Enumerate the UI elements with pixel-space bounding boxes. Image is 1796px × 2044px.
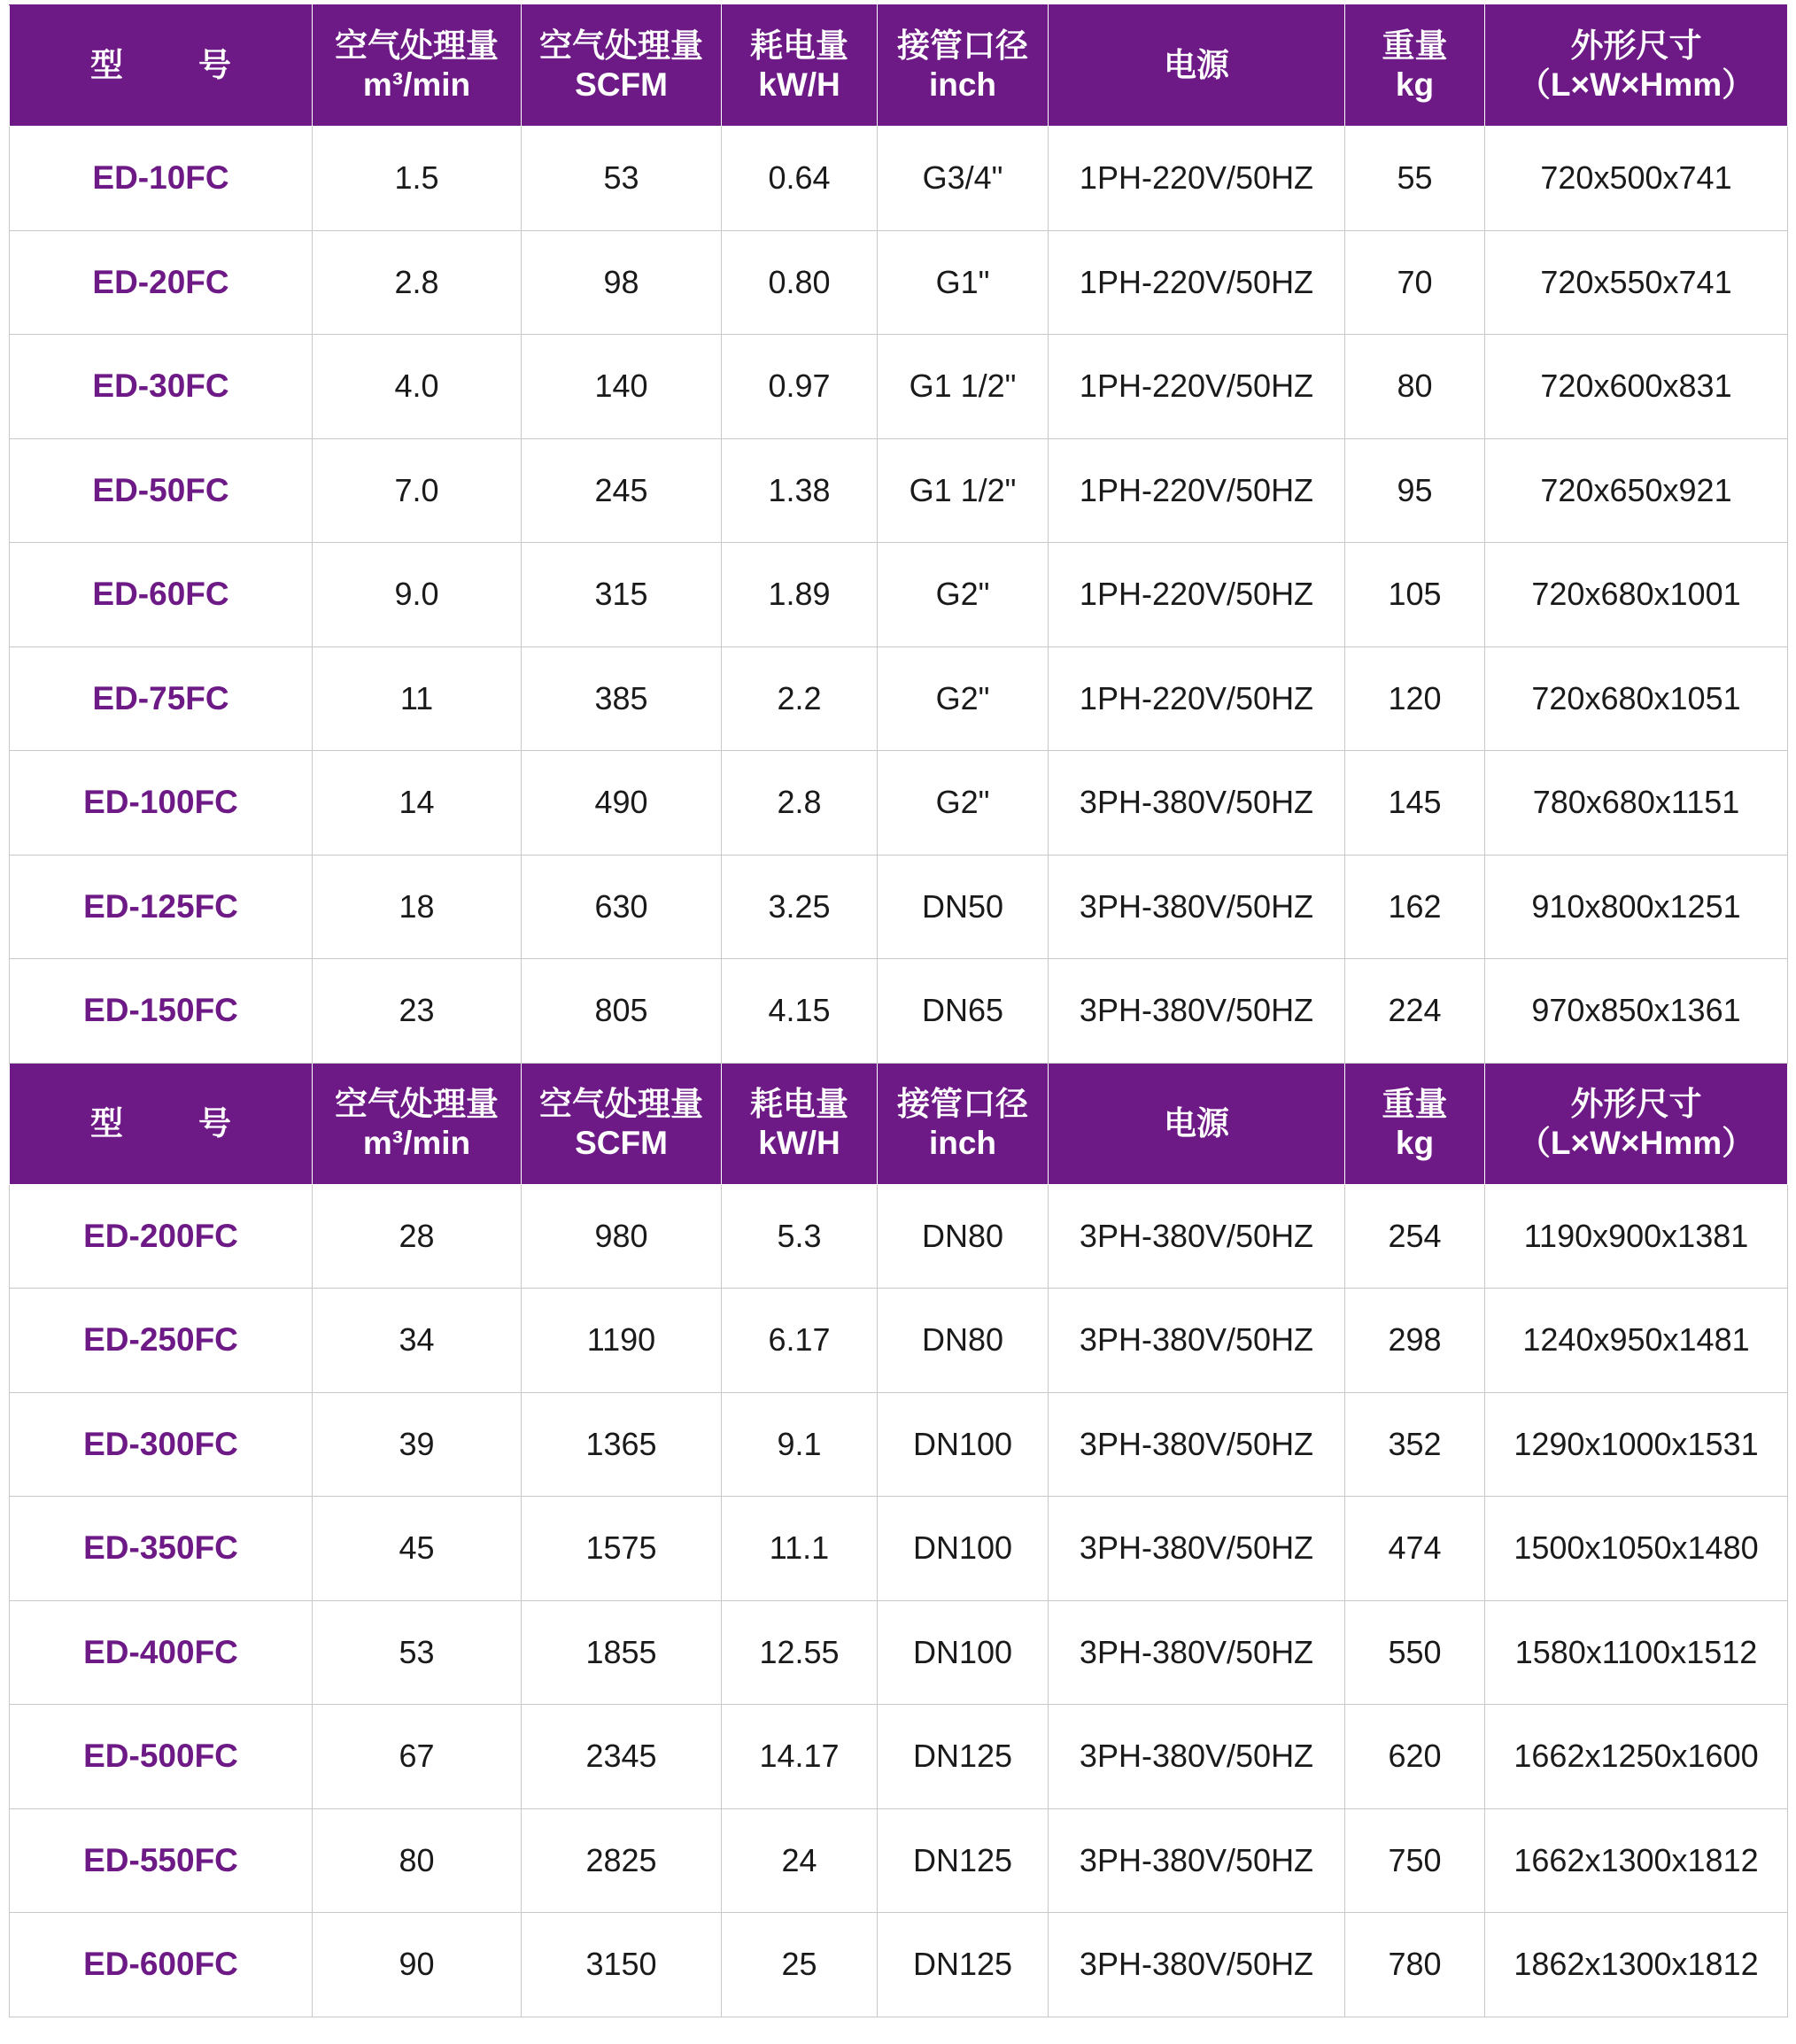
header-weight: 重量 kg — [1345, 1063, 1485, 1184]
cell-dims: 780x680x1151 — [1485, 751, 1788, 856]
cell-dims: 910x800x1251 — [1485, 855, 1788, 959]
cell-supply: 3PH-380V/50HZ — [1049, 751, 1345, 856]
header-model: 型 号 — [10, 1063, 313, 1184]
cell-dims: 1500x1050x1480 — [1485, 1497, 1788, 1601]
cell-flow-scfm: 1855 — [522, 1600, 722, 1705]
table-section-1 — [10, 5, 1788, 1064]
table-row — [10, 1600, 1788, 1705]
cell-flow-m3: 11 — [313, 646, 522, 751]
table-row — [10, 1497, 1788, 1601]
header-supply: 电源 — [1049, 5, 1345, 127]
cell-weight: 224 — [1345, 959, 1485, 1064]
cell-pipe: G2" — [878, 543, 1049, 647]
table-row — [10, 646, 1788, 751]
cell-model: ED-100FC — [10, 751, 313, 856]
cell-dims: 1580x1100x1512 — [1485, 1600, 1788, 1705]
header-pipe: 接管口径 inch — [878, 5, 1049, 127]
table-row — [10, 335, 1788, 439]
cell-model: ED-10FC — [10, 127, 313, 231]
cell-model: ED-50FC — [10, 438, 313, 543]
cell-supply: 3PH-380V/50HZ — [1049, 1705, 1345, 1809]
cell-power: 3.25 — [722, 855, 878, 959]
cell-weight: 550 — [1345, 1600, 1485, 1705]
cell-pipe: G1 1/2" — [878, 438, 1049, 543]
header-flow-scfm: 空气处理量 SCFM — [522, 5, 722, 127]
table-row — [10, 230, 1788, 335]
cell-model: ED-400FC — [10, 1600, 313, 1705]
cell-model: ED-150FC — [10, 959, 313, 1064]
cell-flow-scfm: 490 — [522, 751, 722, 856]
table-row — [10, 127, 1788, 231]
cell-model: ED-125FC — [10, 855, 313, 959]
cell-supply: 3PH-380V/50HZ — [1049, 1913, 1345, 2017]
cell-weight: 80 — [1345, 335, 1485, 439]
cell-pipe: G1" — [878, 230, 1049, 335]
header-model: 型 号 — [10, 5, 313, 127]
cell-supply: 3PH-380V/50HZ — [1049, 1289, 1345, 1393]
cell-flow-scfm: 630 — [522, 855, 722, 959]
table-row — [10, 751, 1788, 856]
cell-model: ED-30FC — [10, 335, 313, 439]
cell-pipe: G1 1/2" — [878, 335, 1049, 439]
cell-dims: 1190x900x1381 — [1485, 1184, 1788, 1289]
cell-weight: 750 — [1345, 1808, 1485, 1913]
cell-flow-m3: 2.8 — [313, 230, 522, 335]
spec-table — [9, 4, 1788, 2017]
cell-flow-m3: 7.0 — [313, 438, 522, 543]
cell-pipe: DN125 — [878, 1808, 1049, 1913]
cell-pipe: DN125 — [878, 1705, 1049, 1809]
cell-flow-m3: 9.0 — [313, 543, 522, 647]
cell-flow-scfm: 1575 — [522, 1497, 722, 1601]
header-weight: 重量 kg — [1345, 5, 1485, 127]
cell-dims: 1240x950x1481 — [1485, 1289, 1788, 1393]
cell-dims: 1662x1300x1812 — [1485, 1808, 1788, 1913]
cell-model: ED-550FC — [10, 1808, 313, 1913]
header-supply: 电源 — [1049, 1063, 1345, 1184]
cell-dims: 1290x1000x1531 — [1485, 1392, 1788, 1497]
cell-supply: 1PH-220V/50HZ — [1049, 646, 1345, 751]
cell-flow-scfm: 385 — [522, 646, 722, 751]
cell-power: 0.80 — [722, 230, 878, 335]
cell-flow-scfm: 98 — [522, 230, 722, 335]
cell-weight: 780 — [1345, 1913, 1485, 2017]
cell-pipe: DN80 — [878, 1184, 1049, 1289]
cell-weight: 620 — [1345, 1705, 1485, 1809]
cell-flow-m3: 1.5 — [313, 127, 522, 231]
table-row — [10, 438, 1788, 543]
cell-weight: 95 — [1345, 438, 1485, 543]
cell-model: ED-600FC — [10, 1913, 313, 2017]
cell-flow-m3: 53 — [313, 1600, 522, 1705]
cell-power: 12.55 — [722, 1600, 878, 1705]
cell-supply: 3PH-380V/50HZ — [1049, 1600, 1345, 1705]
cell-pipe: DN100 — [878, 1600, 1049, 1705]
cell-pipe: DN100 — [878, 1392, 1049, 1497]
header-power: 耗电量 kW/H — [722, 1063, 878, 1184]
cell-pipe: DN50 — [878, 855, 1049, 959]
cell-power: 25 — [722, 1913, 878, 2017]
header-power: 耗电量 kW/H — [722, 5, 878, 127]
cell-flow-scfm: 315 — [522, 543, 722, 647]
cell-dims: 720x500x741 — [1485, 127, 1788, 231]
cell-supply: 1PH-220V/50HZ — [1049, 438, 1345, 543]
cell-flow-scfm: 140 — [522, 335, 722, 439]
cell-weight: 145 — [1345, 751, 1485, 856]
cell-weight: 55 — [1345, 127, 1485, 231]
header-row — [10, 1063, 1788, 1184]
cell-model: ED-500FC — [10, 1705, 313, 1809]
cell-power: 24 — [722, 1808, 878, 1913]
cell-flow-scfm: 1190 — [522, 1289, 722, 1393]
cell-flow-m3: 23 — [313, 959, 522, 1064]
spec-sheet — [9, 4, 1787, 2017]
cell-flow-m3: 39 — [313, 1392, 522, 1497]
table-row — [10, 1392, 1788, 1497]
cell-power: 4.15 — [722, 959, 878, 1064]
cell-flow-m3: 4.0 — [313, 335, 522, 439]
cell-weight: 120 — [1345, 646, 1485, 751]
cell-model: ED-350FC — [10, 1497, 313, 1601]
cell-flow-m3: 18 — [313, 855, 522, 959]
cell-weight: 70 — [1345, 230, 1485, 335]
cell-weight: 352 — [1345, 1392, 1485, 1497]
table-row — [10, 1289, 1788, 1393]
header-flow-m3: 空气处理量 m³/min — [313, 1063, 522, 1184]
cell-flow-scfm: 980 — [522, 1184, 722, 1289]
cell-power: 0.97 — [722, 335, 878, 439]
cell-flow-scfm: 805 — [522, 959, 722, 1064]
header-row — [10, 5, 1788, 127]
cell-power: 6.17 — [722, 1289, 878, 1393]
cell-flow-scfm: 3150 — [522, 1913, 722, 2017]
header-flow-scfm: 空气处理量 SCFM — [522, 1063, 722, 1184]
cell-flow-m3: 80 — [313, 1808, 522, 1913]
header-flow-m3: 空气处理量 m³/min — [313, 5, 522, 127]
cell-pipe: DN65 — [878, 959, 1049, 1064]
table-row — [10, 1705, 1788, 1809]
cell-model: ED-200FC — [10, 1184, 313, 1289]
cell-flow-scfm: 53 — [522, 127, 722, 231]
cell-supply: 3PH-380V/50HZ — [1049, 1392, 1345, 1497]
cell-dims: 720x680x1001 — [1485, 543, 1788, 647]
header-dims: 外形尺寸 （L×W×Hmm） — [1485, 5, 1788, 127]
cell-power: 5.3 — [722, 1184, 878, 1289]
cell-supply: 1PH-220V/50HZ — [1049, 230, 1345, 335]
cell-model: ED-20FC — [10, 230, 313, 335]
cell-flow-scfm: 245 — [522, 438, 722, 543]
cell-power: 2.2 — [722, 646, 878, 751]
cell-weight: 298 — [1345, 1289, 1485, 1393]
cell-flow-scfm: 2825 — [522, 1808, 722, 1913]
cell-power: 11.1 — [722, 1497, 878, 1601]
cell-weight: 105 — [1345, 543, 1485, 647]
cell-flow-scfm: 2345 — [522, 1705, 722, 1809]
cell-pipe: DN100 — [878, 1497, 1049, 1601]
table-row — [10, 855, 1788, 959]
cell-power: 14.17 — [722, 1705, 878, 1809]
table-row — [10, 543, 1788, 647]
cell-supply: 3PH-380V/50HZ — [1049, 1497, 1345, 1601]
cell-dims: 720x600x831 — [1485, 335, 1788, 439]
cell-power: 9.1 — [722, 1392, 878, 1497]
cell-pipe: G2" — [878, 751, 1049, 856]
cell-dims: 1862x1300x1812 — [1485, 1913, 1788, 2017]
header-dims: 外形尺寸 （L×W×Hmm） — [1485, 1063, 1788, 1184]
cell-power: 1.38 — [722, 438, 878, 543]
table-row — [10, 1808, 1788, 1913]
cell-flow-scfm: 1365 — [522, 1392, 722, 1497]
table-row — [10, 1913, 1788, 2017]
cell-dims: 720x650x921 — [1485, 438, 1788, 543]
cell-dims: 720x550x741 — [1485, 230, 1788, 335]
cell-dims: 970x850x1361 — [1485, 959, 1788, 1064]
cell-flow-m3: 45 — [313, 1497, 522, 1601]
cell-power: 2.8 — [722, 751, 878, 856]
cell-weight: 254 — [1345, 1184, 1485, 1289]
cell-power: 1.89 — [722, 543, 878, 647]
cell-supply: 3PH-380V/50HZ — [1049, 1184, 1345, 1289]
cell-dims: 1662x1250x1600 — [1485, 1705, 1788, 1809]
cell-flow-m3: 14 — [313, 751, 522, 856]
cell-pipe: DN80 — [878, 1289, 1049, 1393]
table-section-2 — [10, 1063, 1788, 2017]
cell-dims: 720x680x1051 — [1485, 646, 1788, 751]
cell-flow-m3: 28 — [313, 1184, 522, 1289]
cell-model: ED-250FC — [10, 1289, 313, 1393]
cell-model: ED-300FC — [10, 1392, 313, 1497]
cell-pipe: G2" — [878, 646, 1049, 751]
cell-supply: 1PH-220V/50HZ — [1049, 335, 1345, 439]
cell-supply: 3PH-380V/50HZ — [1049, 855, 1345, 959]
cell-weight: 162 — [1345, 855, 1485, 959]
table-row — [10, 1184, 1788, 1289]
cell-model: ED-75FC — [10, 646, 313, 751]
cell-pipe: DN125 — [878, 1913, 1049, 2017]
cell-model: ED-60FC — [10, 543, 313, 647]
cell-power: 0.64 — [722, 127, 878, 231]
header-pipe: 接管口径 inch — [878, 1063, 1049, 1184]
cell-flow-m3: 34 — [313, 1289, 522, 1393]
cell-pipe: G3/4" — [878, 127, 1049, 231]
cell-supply: 3PH-380V/50HZ — [1049, 959, 1345, 1064]
cell-flow-m3: 90 — [313, 1913, 522, 2017]
cell-supply: 1PH-220V/50HZ — [1049, 127, 1345, 231]
cell-flow-m3: 67 — [313, 1705, 522, 1809]
cell-weight: 474 — [1345, 1497, 1485, 1601]
cell-supply: 1PH-220V/50HZ — [1049, 543, 1345, 647]
table-row — [10, 959, 1788, 1064]
cell-supply: 3PH-380V/50HZ — [1049, 1808, 1345, 1913]
